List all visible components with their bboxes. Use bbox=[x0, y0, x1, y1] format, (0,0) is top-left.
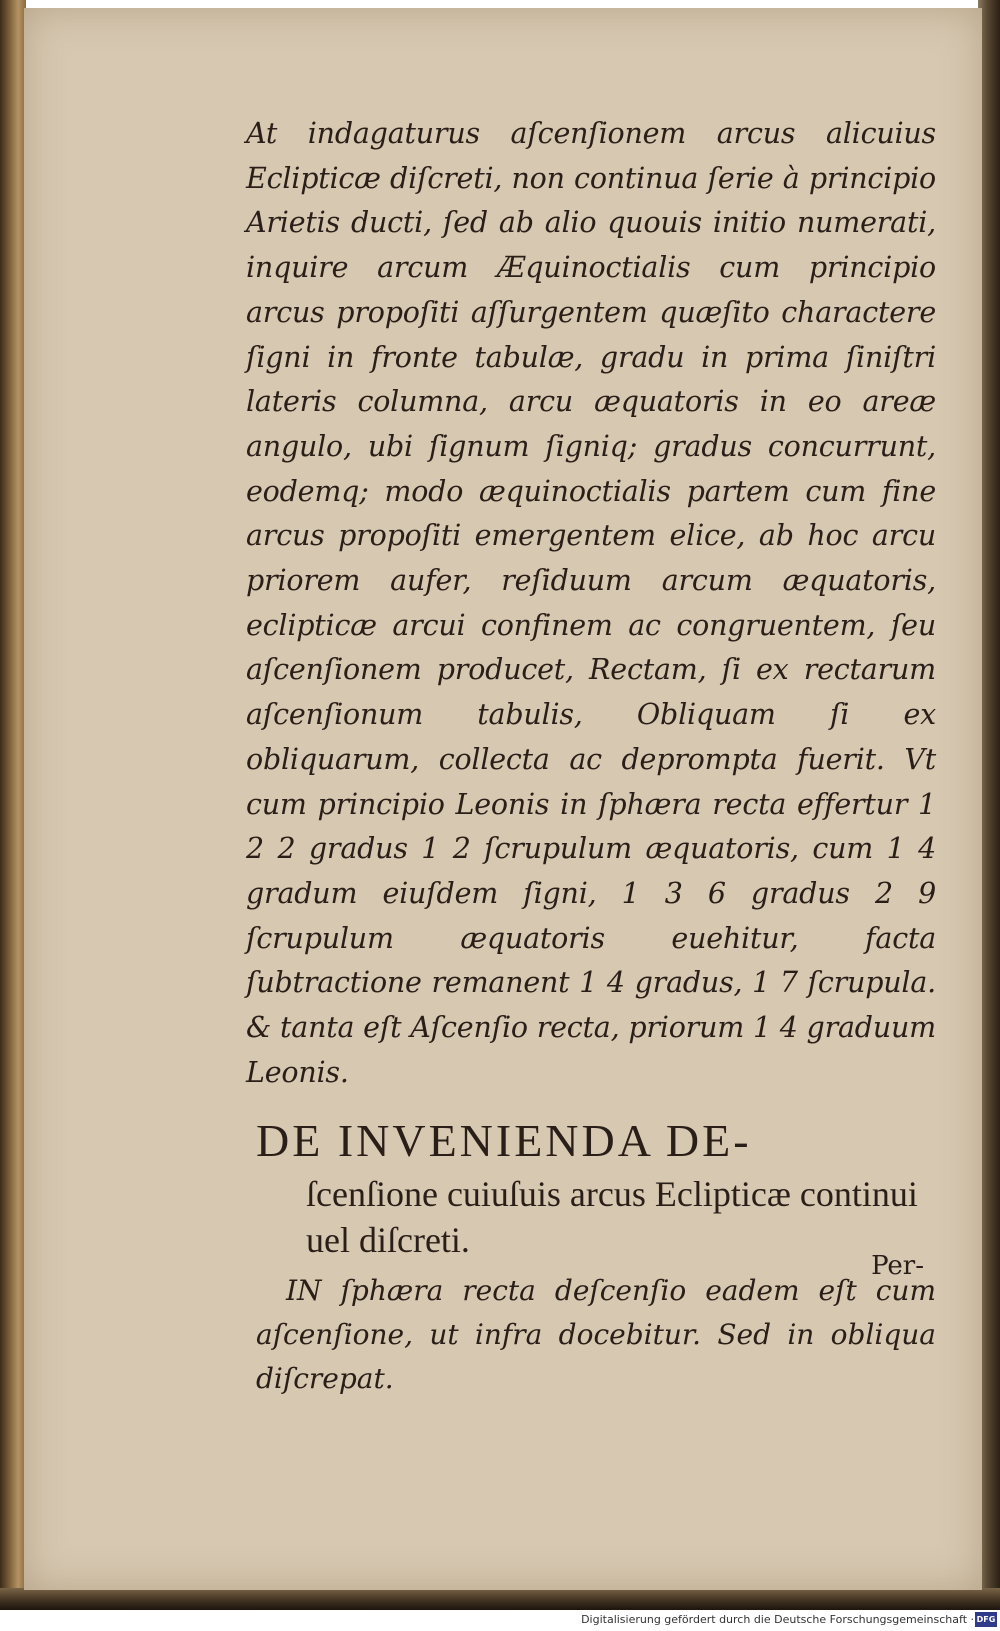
footer-bar bbox=[0, 1610, 1000, 1631]
book-edge-left bbox=[0, 0, 26, 1610]
dfg-logo: DFG bbox=[975, 1612, 997, 1627]
heading-line-continuation: ſcenſione cuiuſuis arcus Eclipticæ continui uel diſcreti. bbox=[306, 1174, 918, 1261]
heading-line-capitals: DE INVENIENDA DE- bbox=[256, 1115, 752, 1167]
section-heading bbox=[256, 1111, 936, 1263]
book-edge-bottom bbox=[0, 1588, 1000, 1610]
funding-credit: Digitalisierung gefördert durch die Deutsche Forschungsgemeinschaft · bbox=[581, 1613, 974, 1626]
text-block bbox=[246, 112, 936, 1401]
body-paragraph: At indagaturus aſcenſionem arcus alicuius Eclipticæ diſcreti, non continua ſerie à principio Arietis ducti, ſed ab alio quouis initio numerati, inquire arcum Æquinoctialis cum principio arcus propoſiti aſſurgentem quæſito charactere ſigni in fronte tabulæ, gradu in prima ſiniſtri lateris columna, arcu æquatoris in eo areæ angulo, ubi ſignum ſigniq; gradus concurrunt, eodemq; modo æquinoctialis partem cum fine arcus propoſiti emergentem elice, ab hoc arcu priorem aufer, reſiduum arcum æquatoris, eclipticæ arcui confinem ac congruentem, ſeu aſcenſionem producet, Rectam, ſi ex rectarum aſcenſionum tabulis, Obliquam ſi ex obliquarum, collecta ac deprompta fuerit. Vt cum principio Leonis in ſphæra recta effertur 1 2 2 gradus 1 2 ſcrupulum æquatoris, cum 1 4 gradum eiuſdem ſigni, 1 3 6 gradus 2 9 ſcrupulum æquatoris euehitur, facta ſubtractione remanent 1 4 gradus, 1 7 ſcrupula. & tanta eſt Aſcenſio recta, priorum 1 4 graduum Leonis. bbox=[246, 117, 936, 1089]
section-paragraph: IN ſphæra recta deſcenſio eadem eſt cum aſcenſione, ut infra docebitur. Sed in obliqua diſcrepat. bbox=[256, 1274, 936, 1396]
catchword: Per- bbox=[871, 1251, 924, 1281]
